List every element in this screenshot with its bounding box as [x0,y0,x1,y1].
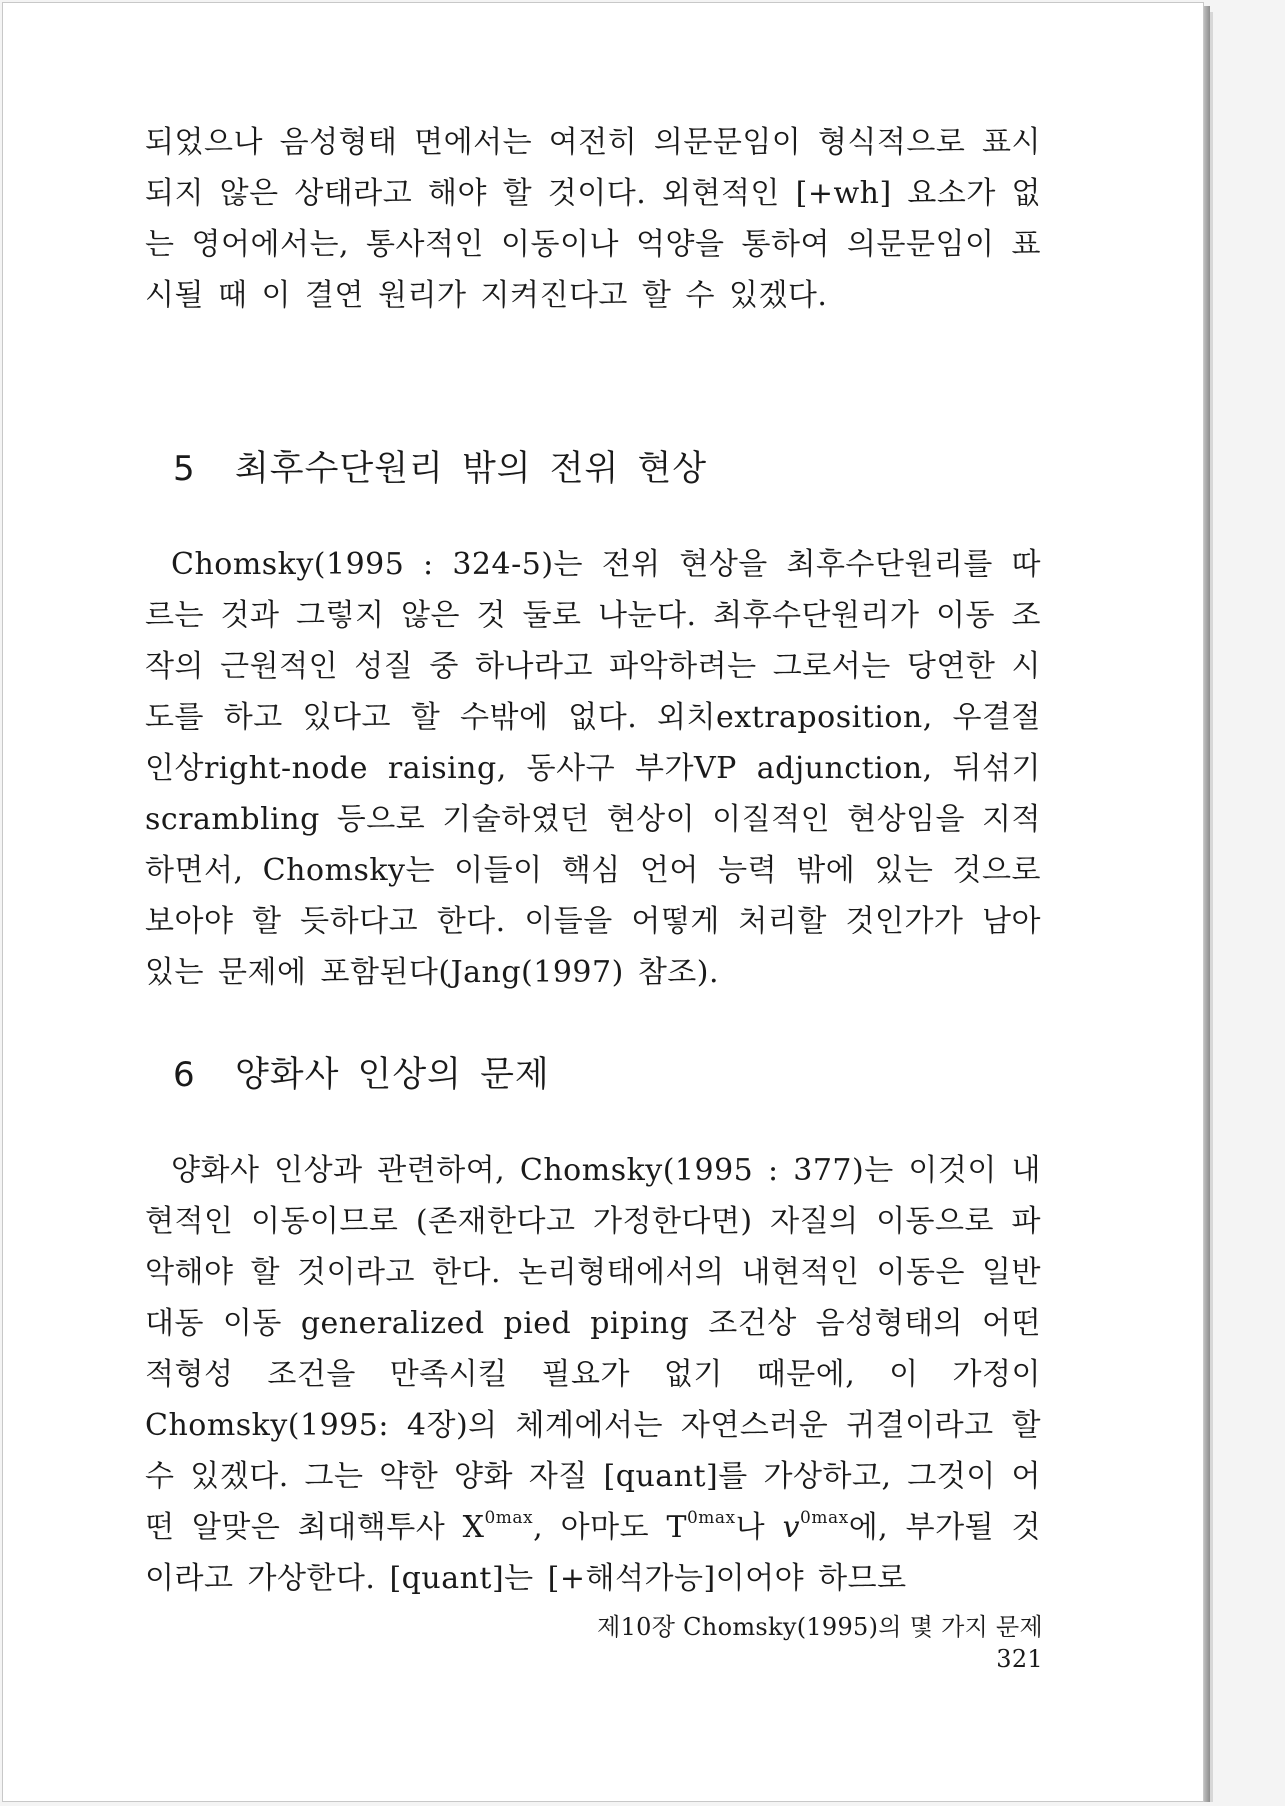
section-5-number: 5 [173,449,195,489]
running-head: 제10장 Chomsky(1995)의 몇 가지 문제 [597,1613,1043,1641]
section-6-text-part4: 에, 부가될 것이라고 가상한다. [quant]는 [+해석가능]이어야 하므로 [145,1510,1041,1596]
section-6-paragraph [145,1145,1041,1604]
section-5-heading [173,447,707,491]
section-5-title: 최후수단원리 밖의 전위 현상 [235,449,708,489]
page-footer [543,1611,1043,1675]
section-6-number: 6 [173,1055,195,1095]
italic-v-symbol: v [782,1510,801,1545]
page-stack-edge-light [1210,12,1213,1802]
superscript-0max-v: 0max [800,1508,849,1528]
section-6-text-part2: , 아마도 T [533,1510,687,1545]
section-6-heading [173,1053,550,1097]
section-6-title: 양화사 인상의 문제 [235,1055,550,1095]
superscript-0max-x: 0max [484,1508,534,1528]
intro-paragraph: 되었으나 음성형태 면에서는 여전히 의문문임이 형식적으로 표시되지 않은 상태라고 해야 할 것이다. 외현적인 [+wh] 요소가 없는 영어에서는, 통사적인 이동이나 억양을 통하여 의문문임이 표시될 때 이 결연 원리가 지켜진다고 할 수 있겠다. [145,125,1041,313]
intro-paragraph-block [145,117,1041,321]
section-6-text-part3: 나 [735,1510,783,1545]
section-6-body [145,1145,1041,1604]
section-6-text-part1: 양화사 인상과 관련하여, Chomsky(1995 : 377)는 이것이 내현적인 이동이므로 (존재한다고 가정한다면) 자질의 이동으로 파악해야 할 것이라고 한다. 논리형태에서의 내현적인 이동은 일반 대동 이동 generalized pied piping 조건상 음성형태의 어떤 적형성 조건을 만족시킬 필요가 없기 때문에, 이 가정이 Chomsky(1995: 4장)의 체계에서는 자연스러운 귀결이라고 할 수 있겠다. 그는 약한 양화 자질 [quant]를 가상하고, 그것이 어떤 알맞은 최대핵투사 X [145,1153,1041,1545]
section-5-body [145,539,1041,998]
section-5-paragraph: Chomsky(1995 : 324-5)는 전위 현상을 최후수단원리를 따르는 것과 그렇지 않은 것 둘로 나눈다. 최후수단원리가 이동 조작의 근원적인 성질 중 하나라고 파악하려는 그로서는 당연한 시도를 하고 있다고 할 수밖에 없다. 외치extraposition, 우결절 인상right-node raising, 동사구 부가VP adjunction, 뒤섞기scrambling 등으로 기술하였던 현상이 이질적인 현상임을 지적하면서, Chomsky는 이들이 핵심 언어 능력 밖에 있는 것으로 보아야 할 듯하다고 한다. 이들을 어떻게 처리할 것인가가 남아 있는 문제에 포함된다(Jang(1997) 참조). [145,547,1041,990]
superscript-0max-t: 0max [686,1508,736,1528]
page-number: 321 [996,1645,1043,1673]
book-page [2,2,1204,1802]
